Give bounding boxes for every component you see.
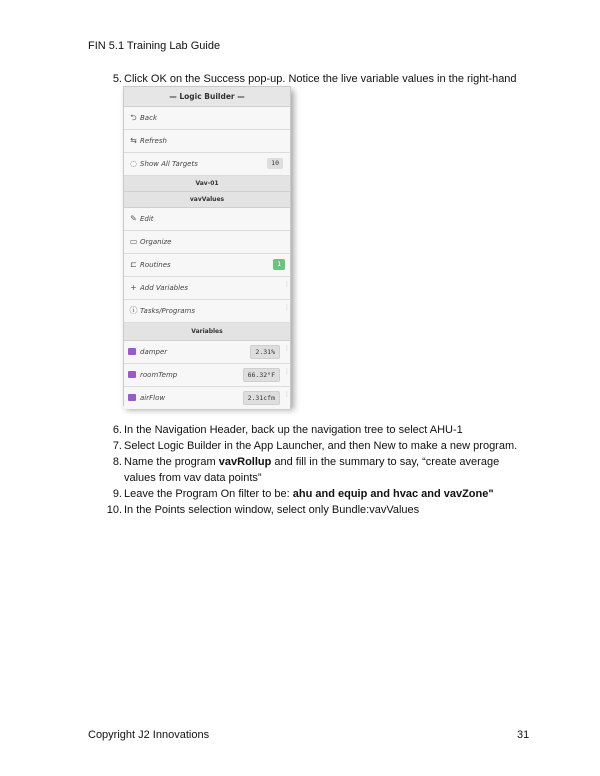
step-8 (100, 454, 530, 486)
menu-item-refresh[interactable] (124, 130, 290, 153)
routines-icon: ⊏ (130, 260, 137, 269)
menu-item-label: Add Variables (140, 284, 188, 292)
step-number: 9. (112, 488, 122, 500)
document-header: FIN 5.1 Training Lab Guide (88, 40, 221, 52)
drag-handle-icon[interactable]: ⋮ (284, 368, 290, 375)
step-number: 5. (112, 73, 122, 85)
variable-name: roomTemp (140, 371, 178, 379)
logic-builder-panel (123, 86, 291, 406)
menu-item-show-all-targets[interactable] (124, 153, 290, 176)
program-name: vavRollup (218, 456, 272, 468)
page-number: 31 (517, 729, 530, 741)
menu-item-add-variables[interactable] (124, 277, 290, 300)
plus-icon: + (130, 283, 137, 292)
menu-item-tasks-programs[interactable] (124, 300, 290, 323)
count-badge: 10 (267, 158, 283, 169)
panel-title: — Logic Builder — (124, 87, 290, 107)
step-text-part: and fill in the summary to say, “create average values from vav data points” (124, 456, 500, 484)
menu-item-label: Edit (140, 215, 154, 223)
step-text: Click OK on the Success pop-up. Notice the live variable values in the right-hand (124, 73, 517, 85)
step-number: 6. (112, 424, 122, 436)
step-10 (100, 502, 530, 518)
variable-value: 66.32°F (243, 368, 280, 382)
menu-item-label: Organize (140, 238, 172, 246)
target-icon: ◌ (130, 159, 137, 168)
refresh-icon: ⇆ (130, 136, 137, 145)
variable-icon (128, 371, 136, 378)
variable-value: 2.31cfm (243, 391, 280, 405)
variable-icon (128, 348, 136, 355)
edit-icon: ✎ (130, 214, 137, 223)
step-6 (100, 422, 530, 438)
step-number: 10. (106, 504, 122, 516)
menu-item-label: Show All Targets (140, 160, 198, 168)
step-number: 8. (112, 456, 122, 468)
count-badge: 1 (273, 259, 285, 270)
folder-icon: ▭ (129, 237, 138, 246)
variable-name: damper (140, 348, 168, 356)
menu-item-edit[interactable] (124, 208, 290, 231)
section-header-vav: Vav-01 (124, 176, 290, 192)
variable-icon (128, 394, 136, 401)
step-number: 7. (112, 440, 122, 452)
filter-expression: ahu and equip and hvac and vavZone" (292, 488, 494, 500)
section-header-variables: Variables (124, 323, 290, 341)
step-text (124, 454, 530, 486)
menu-item-label: Back (140, 114, 157, 122)
menu-item-label: Routines (140, 261, 171, 269)
menu-item-label: Tasks/Programs (140, 307, 195, 315)
footer-copyright: Copyright J2 Innovations (88, 729, 210, 741)
step-text: In the Points selection window, select only Bundle:vavValues (124, 504, 420, 516)
step-text: Select Logic Builder in the App Launcher, and then New to make a new program. (124, 440, 518, 452)
step-7 (100, 438, 530, 454)
variable-name: airFlow (140, 394, 166, 402)
step-9 (100, 486, 530, 502)
step-text (124, 486, 530, 502)
variable-row-airflow[interactable] (124, 387, 290, 409)
drag-handle-icon[interactable]: ⋮ (284, 391, 290, 398)
step-text-part: Leave the Program On filter to be: (124, 488, 293, 500)
menu-item-label: Refresh (140, 137, 167, 145)
variable-row-roomtemp[interactable] (124, 364, 290, 387)
section-header-vavvalues: vavValues (124, 192, 290, 208)
drag-handle-icon[interactable]: ⋮ (284, 281, 290, 288)
variable-row-damper[interactable] (124, 341, 290, 364)
drag-handle-icon[interactable]: ⋮ (284, 345, 290, 352)
menu-item-back[interactable] (124, 107, 290, 130)
variable-value: 2.31% (250, 345, 280, 359)
info-icon: ⓘ (129, 306, 138, 315)
menu-item-routines[interactable] (124, 254, 290, 277)
back-icon: ⮌ (130, 113, 137, 122)
step-text: In the Navigation Header, back up the navigation tree to select AHU-1 (124, 424, 463, 436)
step-text-part: Name the program (124, 456, 219, 468)
menu-item-organize[interactable] (124, 231, 290, 254)
drag-handle-icon[interactable]: ⋮ (284, 304, 290, 311)
